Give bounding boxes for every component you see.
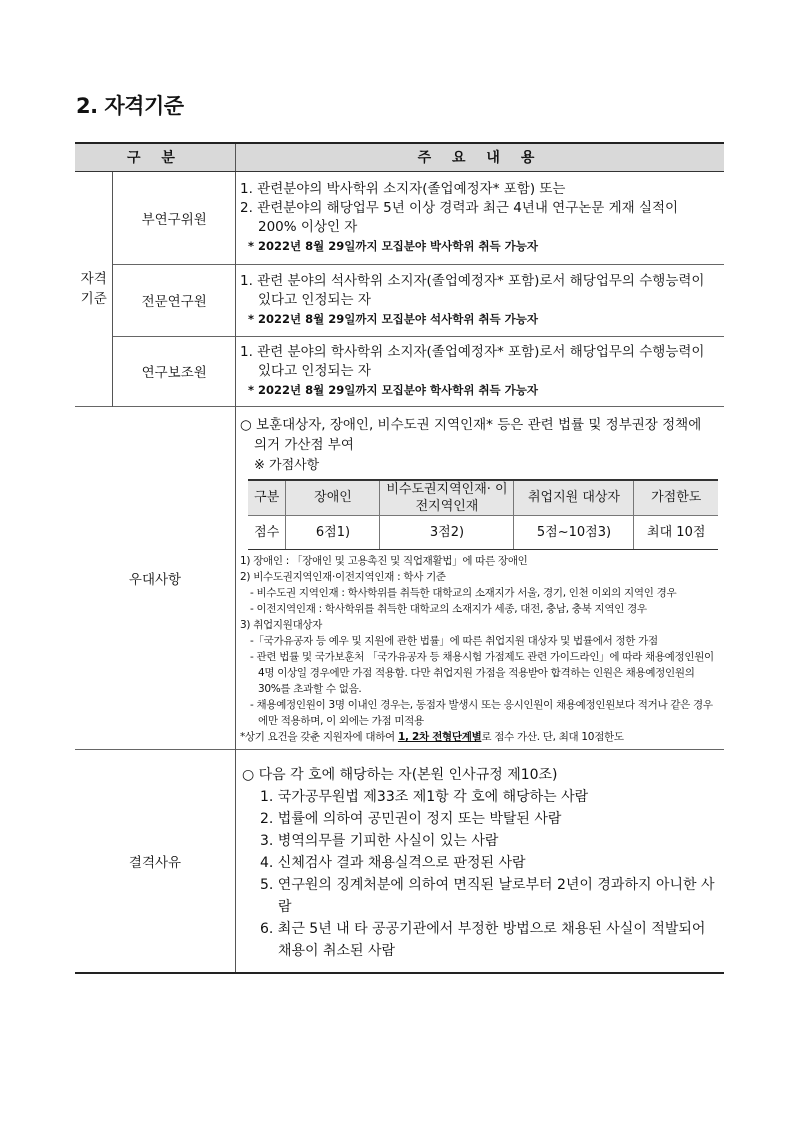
bonus-cell: 점수 bbox=[248, 516, 286, 550]
disqualification-label: 결격사유 bbox=[75, 750, 235, 974]
final-note-pre: *상기 요건을 갖춘 지원자에 대하여 bbox=[239, 731, 398, 743]
position-senior-researcher: 부연구위원 bbox=[113, 171, 236, 264]
requirement-note: * 2022년 8월 29일까지 모집분야 석사학위 취득 가능자 bbox=[247, 312, 538, 326]
disqualification-item: 2. 법률에 의하여 공민권이 정지 또는 박탈된 사람 bbox=[259, 811, 562, 827]
requirement-line: 1. 관련 분야의 석사학위 소지자(졸업예정자* 포함)로서 해당업무의 수행능력이 있다고 인정되는 자 bbox=[239, 273, 705, 308]
footnote: - 관련 법률 및 국가보훈처 「국가유공자 등 채용시험 가점제도 관련 가이드라인」에 따라 채용예정인원이 4명 이상일 경우에만 가점 적용함. 다만 취업지원 가점을 적용받아 합격하는 인원은 채용예정인원의 30%를 초과할 수 없음. bbox=[249, 651, 714, 695]
requirement-line: 2. 관련분야의 해당업무 5년 이상 경력과 최근 4년내 연구논문 게재 실적이 200% 이상인 자 bbox=[239, 200, 679, 235]
table-row bbox=[75, 750, 724, 974]
table-row bbox=[75, 406, 724, 750]
bonus-cell: 6점1) bbox=[286, 516, 380, 550]
requirement-line: 1. 관련 분야의 학사학위 소지자(졸업예정자* 포함)로서 해당업무의 수행능력이 있다고 인정되는 자 bbox=[239, 344, 705, 379]
bonus-subhead: ※ 가점사항 bbox=[253, 457, 320, 473]
table-header-row bbox=[75, 143, 724, 171]
disqualification-content bbox=[235, 750, 724, 974]
group-label-text: 자격 기준 bbox=[80, 270, 107, 307]
bonus-header-cell: 가점한도 bbox=[634, 480, 718, 516]
requirement-line: 1. 관련분야의 박사학위 소지자(졸업예정자* 포함) 또는 bbox=[239, 181, 566, 197]
footnote: - 비수도권 지역인재 : 학사학위를 취득한 대학교의 소재지가 서울, 경기, 인천 이외의 지역인 경우 bbox=[249, 587, 677, 599]
senior-researcher-requirements bbox=[235, 171, 724, 264]
section-heading: 2. 자격기준 bbox=[76, 94, 184, 118]
research-assistant-requirements bbox=[235, 336, 724, 406]
final-note-post: 로 점수 가산. 단, 최대 10점한도 bbox=[481, 731, 624, 743]
header-content: 주 요 내 용 bbox=[235, 143, 724, 171]
preference-label: 우대사항 bbox=[75, 406, 235, 750]
bonus-cell: 5점~10점3) bbox=[514, 516, 634, 550]
footnote: -「국가유공자 등 예우 및 지원에 관한 법률」에 따른 취업지원 대상자 및 법률에서 정한 가점 bbox=[249, 635, 658, 647]
header-category: 구 분 bbox=[75, 143, 235, 171]
bonus-score-row bbox=[248, 516, 718, 550]
table-row bbox=[75, 171, 724, 264]
footnote: 3) 취업지원대상자 bbox=[239, 619, 323, 631]
footnotes bbox=[240, 553, 718, 745]
bonus-header-cell: 비수도권지역인재· 이전지역인재 bbox=[380, 480, 514, 516]
footnote: 1) 장애인 : 「장애인 및 고용촉진 및 직업재활법」에 따른 장애인 bbox=[239, 555, 528, 567]
disqualification-item: 6. 최근 5년 내 타 공공기관에서 부정한 방법으로 채용된 사실이 적발되어 채용이 취소된 사람 bbox=[259, 921, 706, 959]
disqualification-item: 4. 신체검사 결과 채용실격으로 판정된 사람 bbox=[259, 855, 526, 871]
bonus-header-cell: 구분 bbox=[248, 480, 286, 516]
footnote: 2) 비수도권지역인재·이전지역인재 : 학사 기준 bbox=[239, 571, 446, 583]
disqualification-item: 3. 병역의무를 기피한 사실이 있는 사람 bbox=[259, 833, 499, 849]
bonus-header-cell: 취업지원 대상자 bbox=[514, 480, 634, 516]
disqualification-intro: ○ 다음 각 호에 해당하는 자(본원 인사규정 제10조) bbox=[241, 767, 558, 783]
preference-intro: ○ 보훈대상자, 장애인, 비수도권 지역인재* 등은 관련 법률 및 정부권장 정책에 의거 가산점 부여 bbox=[239, 416, 702, 453]
footnote: - 이전지역인재 : 학사학위를 취득한 대학교의 소재지가 세종, 대전, 충남, 충북 지역인 경우 bbox=[249, 603, 647, 615]
preference-content bbox=[235, 406, 724, 750]
bonus-cell: 3점2) bbox=[380, 516, 514, 550]
expert-researcher-requirements bbox=[235, 264, 724, 336]
bonus-points-table bbox=[248, 479, 718, 551]
bonus-cell: 최대 10점 bbox=[634, 516, 718, 550]
position-research-assistant: 연구보조원 bbox=[113, 336, 236, 406]
disqualification-item: 1. 국가공무원법 제33조 제1항 각 호에 해당하는 사람 bbox=[259, 789, 589, 805]
qualification-group-label bbox=[75, 171, 113, 406]
disqualification-item: 5. 연구원의 징계처분에 의하여 면직된 날로부터 2년이 경과하지 아니한 사람 bbox=[259, 877, 715, 915]
final-note-emphasis: 1, 2차 전형단계별 bbox=[397, 731, 482, 743]
table-row bbox=[75, 264, 724, 336]
final-note bbox=[240, 729, 718, 745]
bonus-header-cell: 장애인 bbox=[286, 480, 380, 516]
requirement-note: * 2022년 8월 29일까지 모집분야 학사학위 취득 가능자 bbox=[247, 383, 538, 397]
requirement-note: * 2022년 8월 29일까지 모집분야 박사학위 취득 가능자 bbox=[247, 239, 538, 253]
qualification-table bbox=[75, 142, 724, 974]
footnote: - 채용예정인원이 3명 이내인 경우는, 동점자 발생시 또는 응시인원이 채용예정인원보다 적거나 같은 경우에만 적용하며, 이 외에는 가점 미적용 bbox=[249, 699, 713, 727]
table-row bbox=[75, 336, 724, 406]
position-expert-researcher: 전문연구원 bbox=[113, 264, 236, 336]
bonus-header-row bbox=[248, 480, 718, 516]
